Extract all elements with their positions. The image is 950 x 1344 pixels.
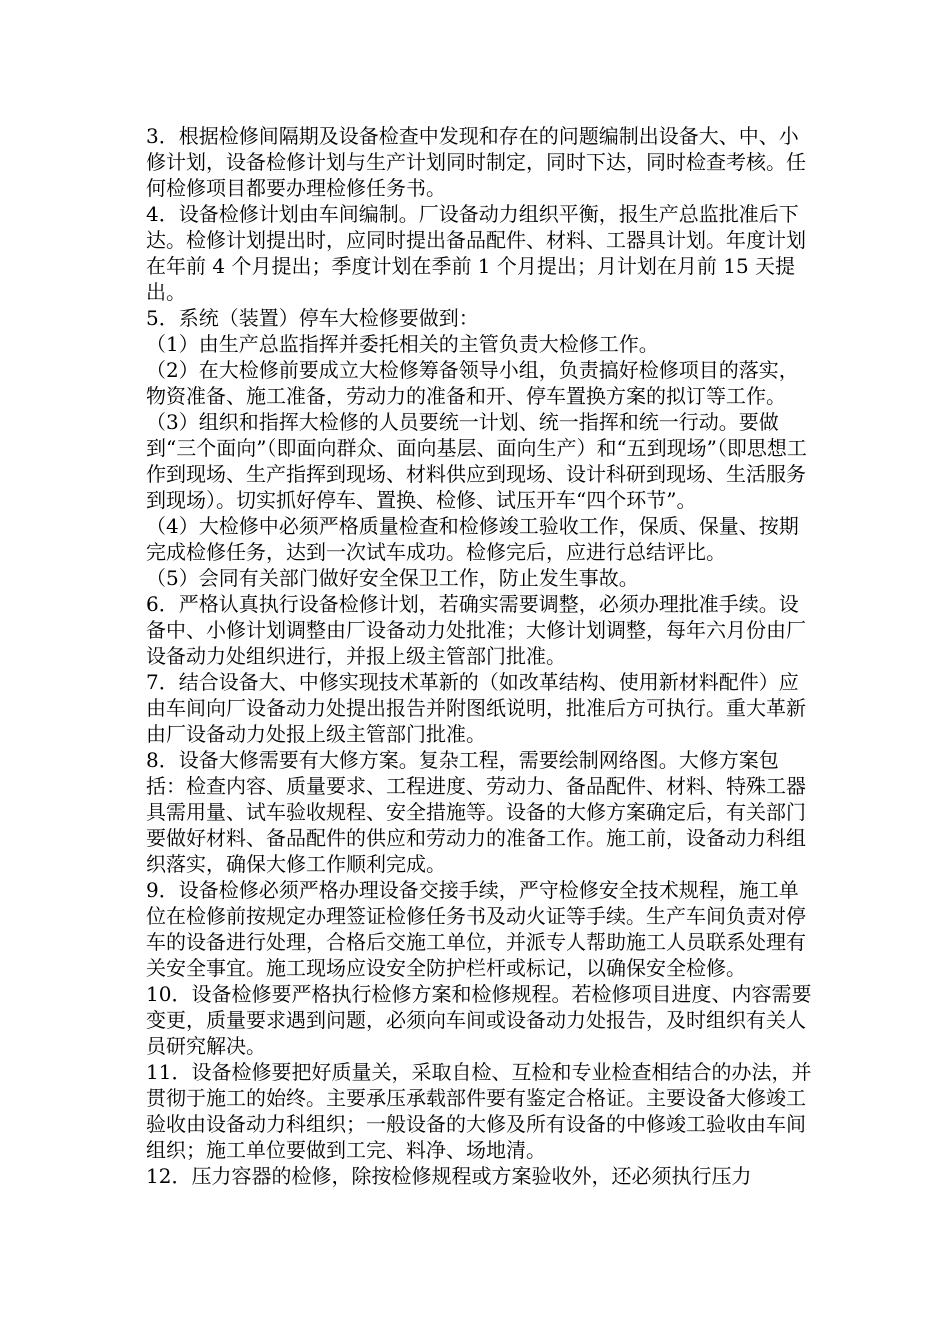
paragraph-item-8: 8．设备大修需要有大修方案。复杂工程，需要绘制网络图。大修方案包括：检查内容、质量要求、工程进度、劳动力、备品配件、材料、特殊工器具需用量、试车验收规程、安全措施等。设备的大修方案确定后，有关部门要做好材料、备品配件的供应和劳动力的准备工作。施工前，设备动力科组织落实，确保大修工作顺利完成。 — [146, 748, 806, 876]
paragraph-item-4: 4．设备检修计划由车间编制。厂设备动力组织平衡，报生产总监批准后下达。检修计划提出时，应同时提出备品配件、材料、工器具计划。年度计划在年前 4 个月提出；季度计划在季前 1 个月提出；月计划在月前 15 天提出。 — [146, 202, 806, 304]
paragraph-item-5: 5．系统（装置）停车大检修要做到： — [146, 306, 479, 330]
paragraph-item-10: 10．设备检修要严格执行检修方案和检修规程。若检修项目进度、内容需要变更，质量要求遇到问题，必须向车间或设备动力处报告，及时组织有关人员研究解决。 — [146, 982, 812, 1058]
paragraph-subitem-5: （5）会同有关部门做好安全保卫工作，防止发生事故。 — [146, 566, 639, 590]
paragraph-item-6: 6．严格认真执行设备检修计划，若确实需要调整，必须办理批准手续。设备中、小修计划调整由厂设备动力处批准；大修计划调整，每年六月份由厂设备动力处组织进行，并报上级主管部门批准。 — [146, 592, 806, 668]
paragraph-item-9: 9．设备检修必须严格办理设备交接手续，严守检修安全技术规程，施工单位在检修前按规定办理签证检修任务书及动火证等手续。生产车间负责对停车的设备进行处理，合格后交施工单位，并派专人帮助施工人员联系处理有关安全事宜。施工现场应设安全防护栏杆或标记，以确保安全检修。 — [146, 878, 806, 980]
paragraph-subitem-2: （2）在大检修前要成立大检修筹备领导小组，负责搞好检修项目的落实，物资准备、施工准备，劳动力的准备和开、停车置换方案的拟订等工作。 — [146, 358, 799, 408]
paragraph-item-11: 11．设备检修要把好质量关，采取自检、互检和专业检查相结合的办法，并贯彻于施工的始终。主要承压承载部件要有鉴定合格证。主要设备大修竣工验收由设备动力科组织；一般设备的大修及所有设备的中修竣工验收由车间组织；施工单位要做到工完、料净、场地清。 — [146, 1060, 812, 1162]
paragraph-subitem-1: （1）由生产总监指挥并委托相关的主管负责大检修工作。 — [146, 332, 659, 356]
paragraph-subitem-3: （3）组织和指挥大检修的人员要统一计划、统一指挥和统一行动。要做到“三个面向”（即面向群众、面向基层、面向生产）和“五到现场”（即思想工作到现场、生产指挥到现场、材料供应到现场、设计科研到现场、生活服务到现场）。切实抓好停车、置换、检修、试压开车“四个环节”。 — [146, 410, 807, 512]
paragraph-item-7: 7．结合设备大、中修实现技术革新的（如改革结构、使用新材料配件）应由车间向厂设备动力处提出报告并附图纸说明，批准后方可执行。重大革新由厂设备动力处报上级主管部门批准。 — [146, 670, 806, 746]
paragraph-item-12: 12．压力容器的检修，除按检修规程或方案验收外，还必须执行压力 — [146, 1164, 752, 1188]
document-body — [146, 123, 816, 1189]
paragraph-subitem-4: （4）大检修中必须严格质量检查和检修竣工验收工作，保质、保量、按期完成检修任务，达到一次试车成功。检修完后，应进行总结评比。 — [146, 514, 799, 564]
paragraph-item-3: 3．根据检修间隔期及设备检查中发现和存在的问题编制出设备大、中、小修计划，设备检修计划与生产计划同时制定，同时下达，同时检查考核。任何检修项目都要办理检修任务书。 — [146, 124, 806, 200]
